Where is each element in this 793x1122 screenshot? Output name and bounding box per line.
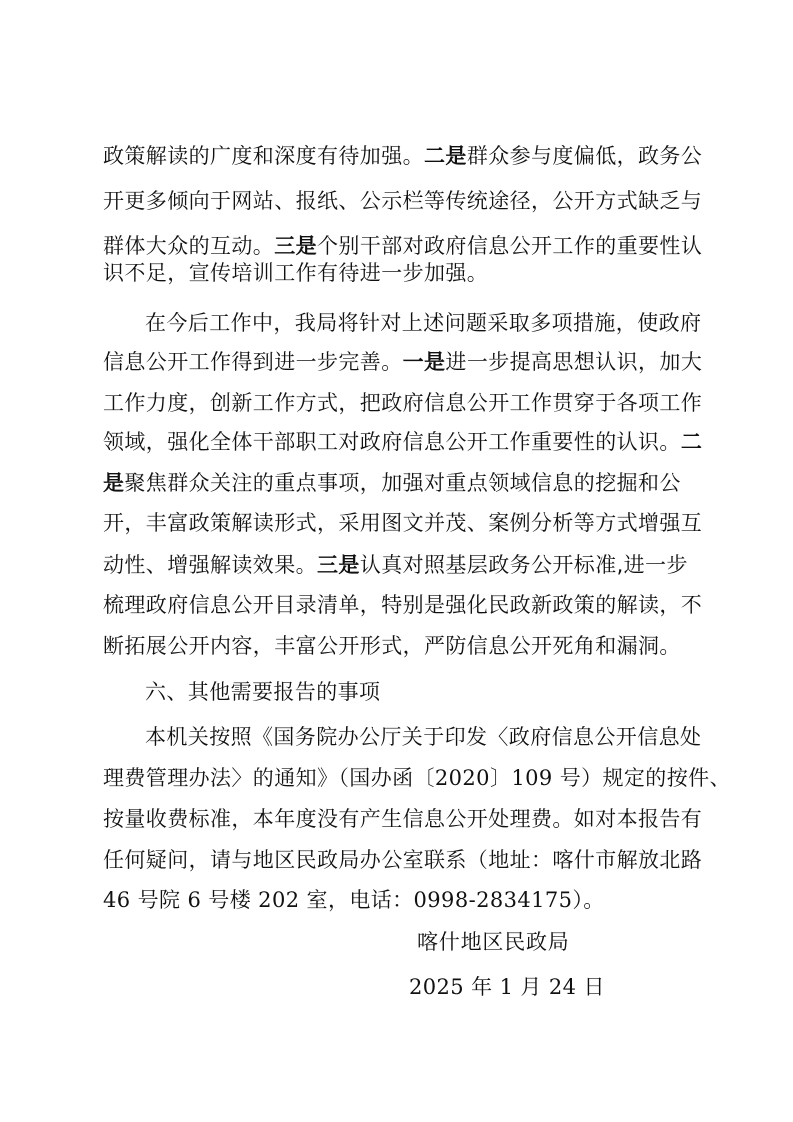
body-line: [103, 804, 702, 834]
text-span: 断拓展公开内容，丰富公开形式，严防信息公开死角和漏洞。: [103, 634, 681, 658]
section-heading: [145, 677, 380, 707]
text-span: 本机关按照《国务院办公厅关于印发〈政府信息公开信息处: [145, 725, 702, 749]
bold-label: 三是: [274, 234, 318, 258]
body-line: [103, 141, 702, 171]
body-line: [103, 347, 702, 377]
text-span: 任何疑问，请与地区民政局办公室联系（地址：喀什市解放北路: [103, 848, 703, 872]
text-span: 六、其他需要报告的事项: [145, 680, 381, 704]
text-span: 群众参与度偏低，政务公: [466, 144, 703, 168]
bold-label: 二是: [424, 144, 467, 168]
text-span: 识不足，宣传培训工作有待进一步加强。: [103, 261, 489, 285]
text-span: 个别干部对政府信息公开工作的重要性认: [317, 234, 703, 258]
text-span: 在今后工作中，我局将针对上述问题采取多项措施，使政府: [145, 311, 702, 335]
bold-label: 二: [680, 430, 703, 454]
signature-date: 2025 年 1 月 24 日: [409, 975, 605, 999]
signature-organization: 喀什地区民政局: [417, 930, 570, 954]
text-span: 按量收费标准，本年度没有产生信息公开处理费。如对本报告有: [103, 807, 703, 831]
body-line: [103, 885, 605, 915]
text-span: 开，丰富政策解读形式，采用图文并茂、案例分析等方式增强互: [103, 511, 703, 535]
body-line: [103, 258, 488, 288]
text-span: 开更多倾向于网站、报纸、公示栏等传统途径，公开方式缺乏与: [103, 189, 703, 213]
body-line: [103, 427, 702, 457]
body-line: [103, 508, 702, 538]
body-line: [103, 388, 702, 418]
text-span: 领域，强化全体干部职工对政府信息公开工作重要性的认识。: [103, 430, 681, 454]
text-span: 工作力度，创新工作方式，把政府信息公开工作贯穿于各项工作: [103, 391, 703, 415]
body-line: [103, 468, 681, 498]
body-line: [103, 231, 702, 261]
text-span: 聚焦群众关注的重点事项，加强对重点领域信息的挖掘和公: [124, 471, 681, 495]
body-line: [103, 763, 731, 793]
body-line: [145, 308, 701, 338]
text-span: 信息公开工作得到进一步完善。: [103, 350, 403, 374]
bold-label: 三是: [317, 553, 360, 577]
body-line: [103, 845, 702, 875]
body-line: [103, 186, 702, 216]
body-line: [103, 590, 702, 620]
bold-label: 一是: [402, 350, 446, 374]
body-line: [145, 722, 701, 752]
text-span: 政策解读的广度和深度有待加强。: [103, 144, 424, 168]
text-span: 动性、增强解读效果。: [103, 553, 317, 577]
text-span: 理费管理办法〉的通知》（国办函〔2020〕109 号）规定的按件、: [103, 766, 731, 790]
bold-label: 是: [103, 471, 125, 495]
text-span: 梳理政府信息公开目录清单，特别是强化民政新政策的解读，不: [103, 593, 703, 617]
body-line: [103, 550, 688, 580]
text-span: 认真对照基层政务公开标准,进一步: [359, 553, 688, 577]
text-span: 46 号院 6 号楼 202 室，电话：0998-2834175）。: [103, 888, 605, 912]
text-span: 进一步提高思想认识，加大: [445, 350, 703, 374]
text-span: 群体大众的互动。: [103, 234, 275, 258]
body-line: [103, 631, 681, 661]
